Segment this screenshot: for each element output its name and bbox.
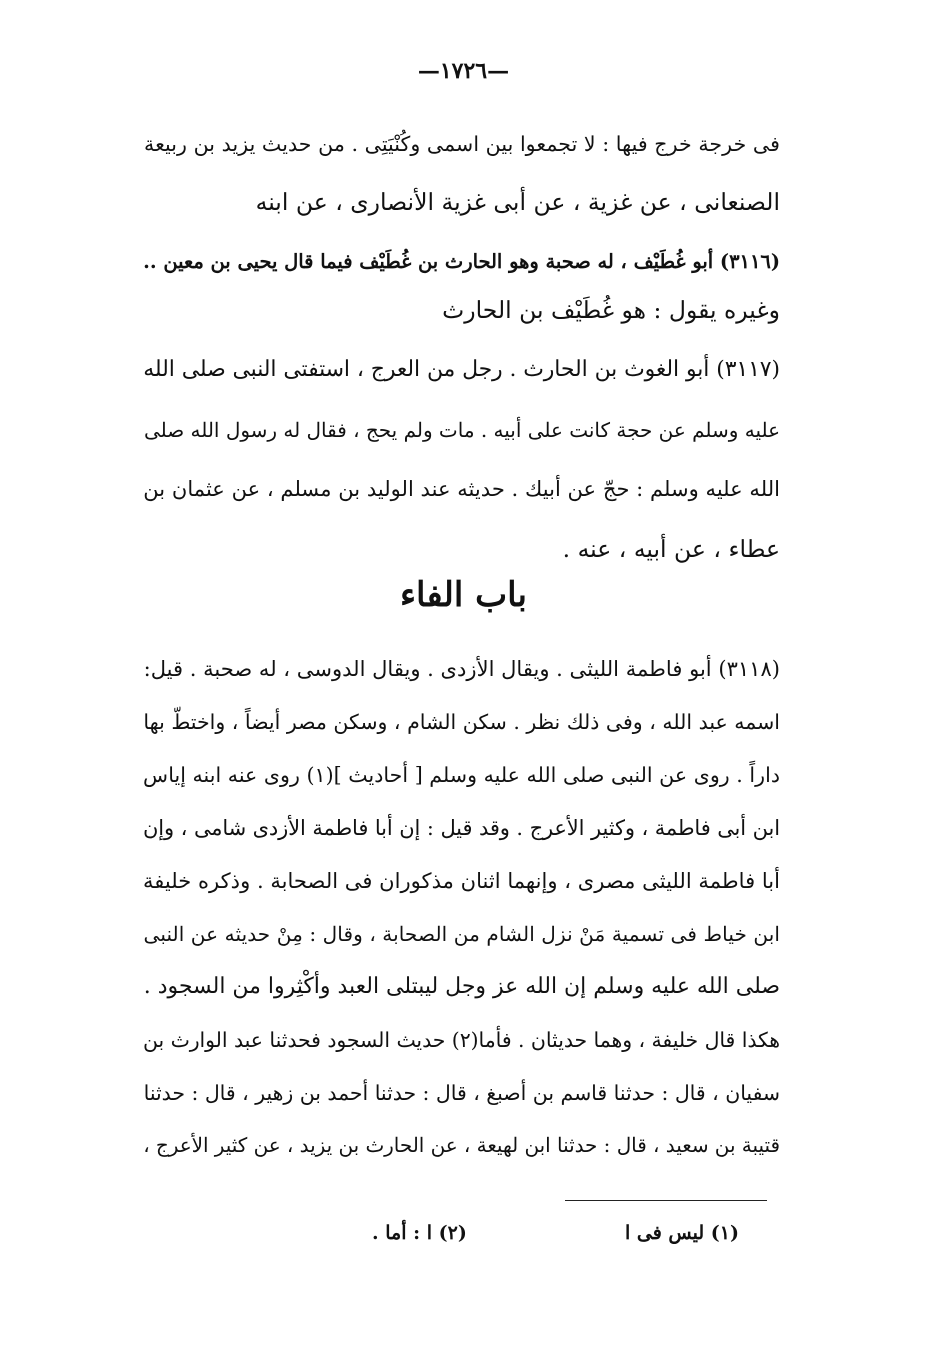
page-number: —١٧٢٦— [417, 58, 510, 84]
text-line: صلى الله عليه وسلم إن الله عز وجل ليبتلى العبد وأكْثِروا من السجود . [143, 974, 780, 999]
text-line: أبا فاطمة الليثى مصرى ، وإنهما اثنان مذكوران فى الصحابة . وذكره خليفة [142, 868, 780, 893]
entry-3117-line: (٣١١٧) أبو الغوث بن الحارث . رجل من العرج ، استفتى النبى صلى الله [143, 357, 780, 382]
footnote-1: (١) ليس فى ا [625, 1222, 739, 1244]
footnote-divider [565, 1200, 767, 1201]
top-section [130, 130, 780, 563]
entry-3116-line: (٣١١٦) أبو غُطَيْف ، له صحبة وهو الحارث بن غُطَيْف فيما قال يحيى بن معين .. [143, 250, 780, 273]
text-line: ابن أبى فاطمة ، وكثير الأعرج . وقد قيل : إن أبا فاطمة الأزدى شامى ، وإن [143, 816, 780, 840]
text-line: عطاء ، عن أبيه ، عنه . [562, 535, 780, 563]
text-line: ابن خياط فى تسمية مَنْ نزل الشام من الصحابة ، وقال : مِنْ حديثه عن النبى [143, 922, 780, 946]
text-line: الله عليه وسلم : حجّ عن أبيك . حديثه عند الوليد بن مسلم ، عن عثمان بن [143, 476, 780, 501]
text-line: عليه وسلم عن حجة كانت على أبيه . مات ولم يحج ، فقال له رسول الله صلى [143, 418, 780, 442]
section-heading: باب الفاء [399, 575, 528, 615]
text-line: سفيان ، قال : حدثنا قاسم بن أصبغ ، قال : حدثنا أحمد بن زهير ، قال : حدثنا [143, 1081, 780, 1105]
text-line: الصنعانى ، عن غزية ، عن أبى غزية الأنصارى ، عن ابنه [255, 188, 780, 216]
footnote-2: (٢) ا : أما . [372, 1222, 467, 1244]
text-line: اسمه عبد الله ، وفى ذلك نظر . سكن الشام ، وسكن مصر أيضاً ، واختطّ بها [143, 710, 780, 734]
entry-3118-line: (٣١١٨) أبو فاطمة الليثى . ويقال الأزدى . ويقال الدوسى ، له صحبة . قيل: [143, 656, 780, 681]
text-line: قتيبة بن سعيد ، قال : حدثنا ابن لهيعة ، عن الحارث بن يزيد ، عن كثير الأعرج ، [143, 1134, 780, 1157]
text-line: فى خرجة خرج فيها : لا تجمعوا بين اسمى وكُنْيَتِى . من حديث يزيد بن ربيعة [144, 132, 780, 156]
bottom-section [130, 655, 780, 1160]
text-line: وغيره يقول : هو غُطَيْف بن الحارث [442, 296, 780, 324]
text-line: داراً . روى عن النبى صلى الله عليه وسلم [ أحاديث ](١) روى عنه ابنه إياس [143, 763, 780, 787]
text-line: هكذا قال خليفة ، وهما حديثان . فأما(٢) حديث السجود فحدثنا عبد الوارث بن [142, 1028, 780, 1052]
